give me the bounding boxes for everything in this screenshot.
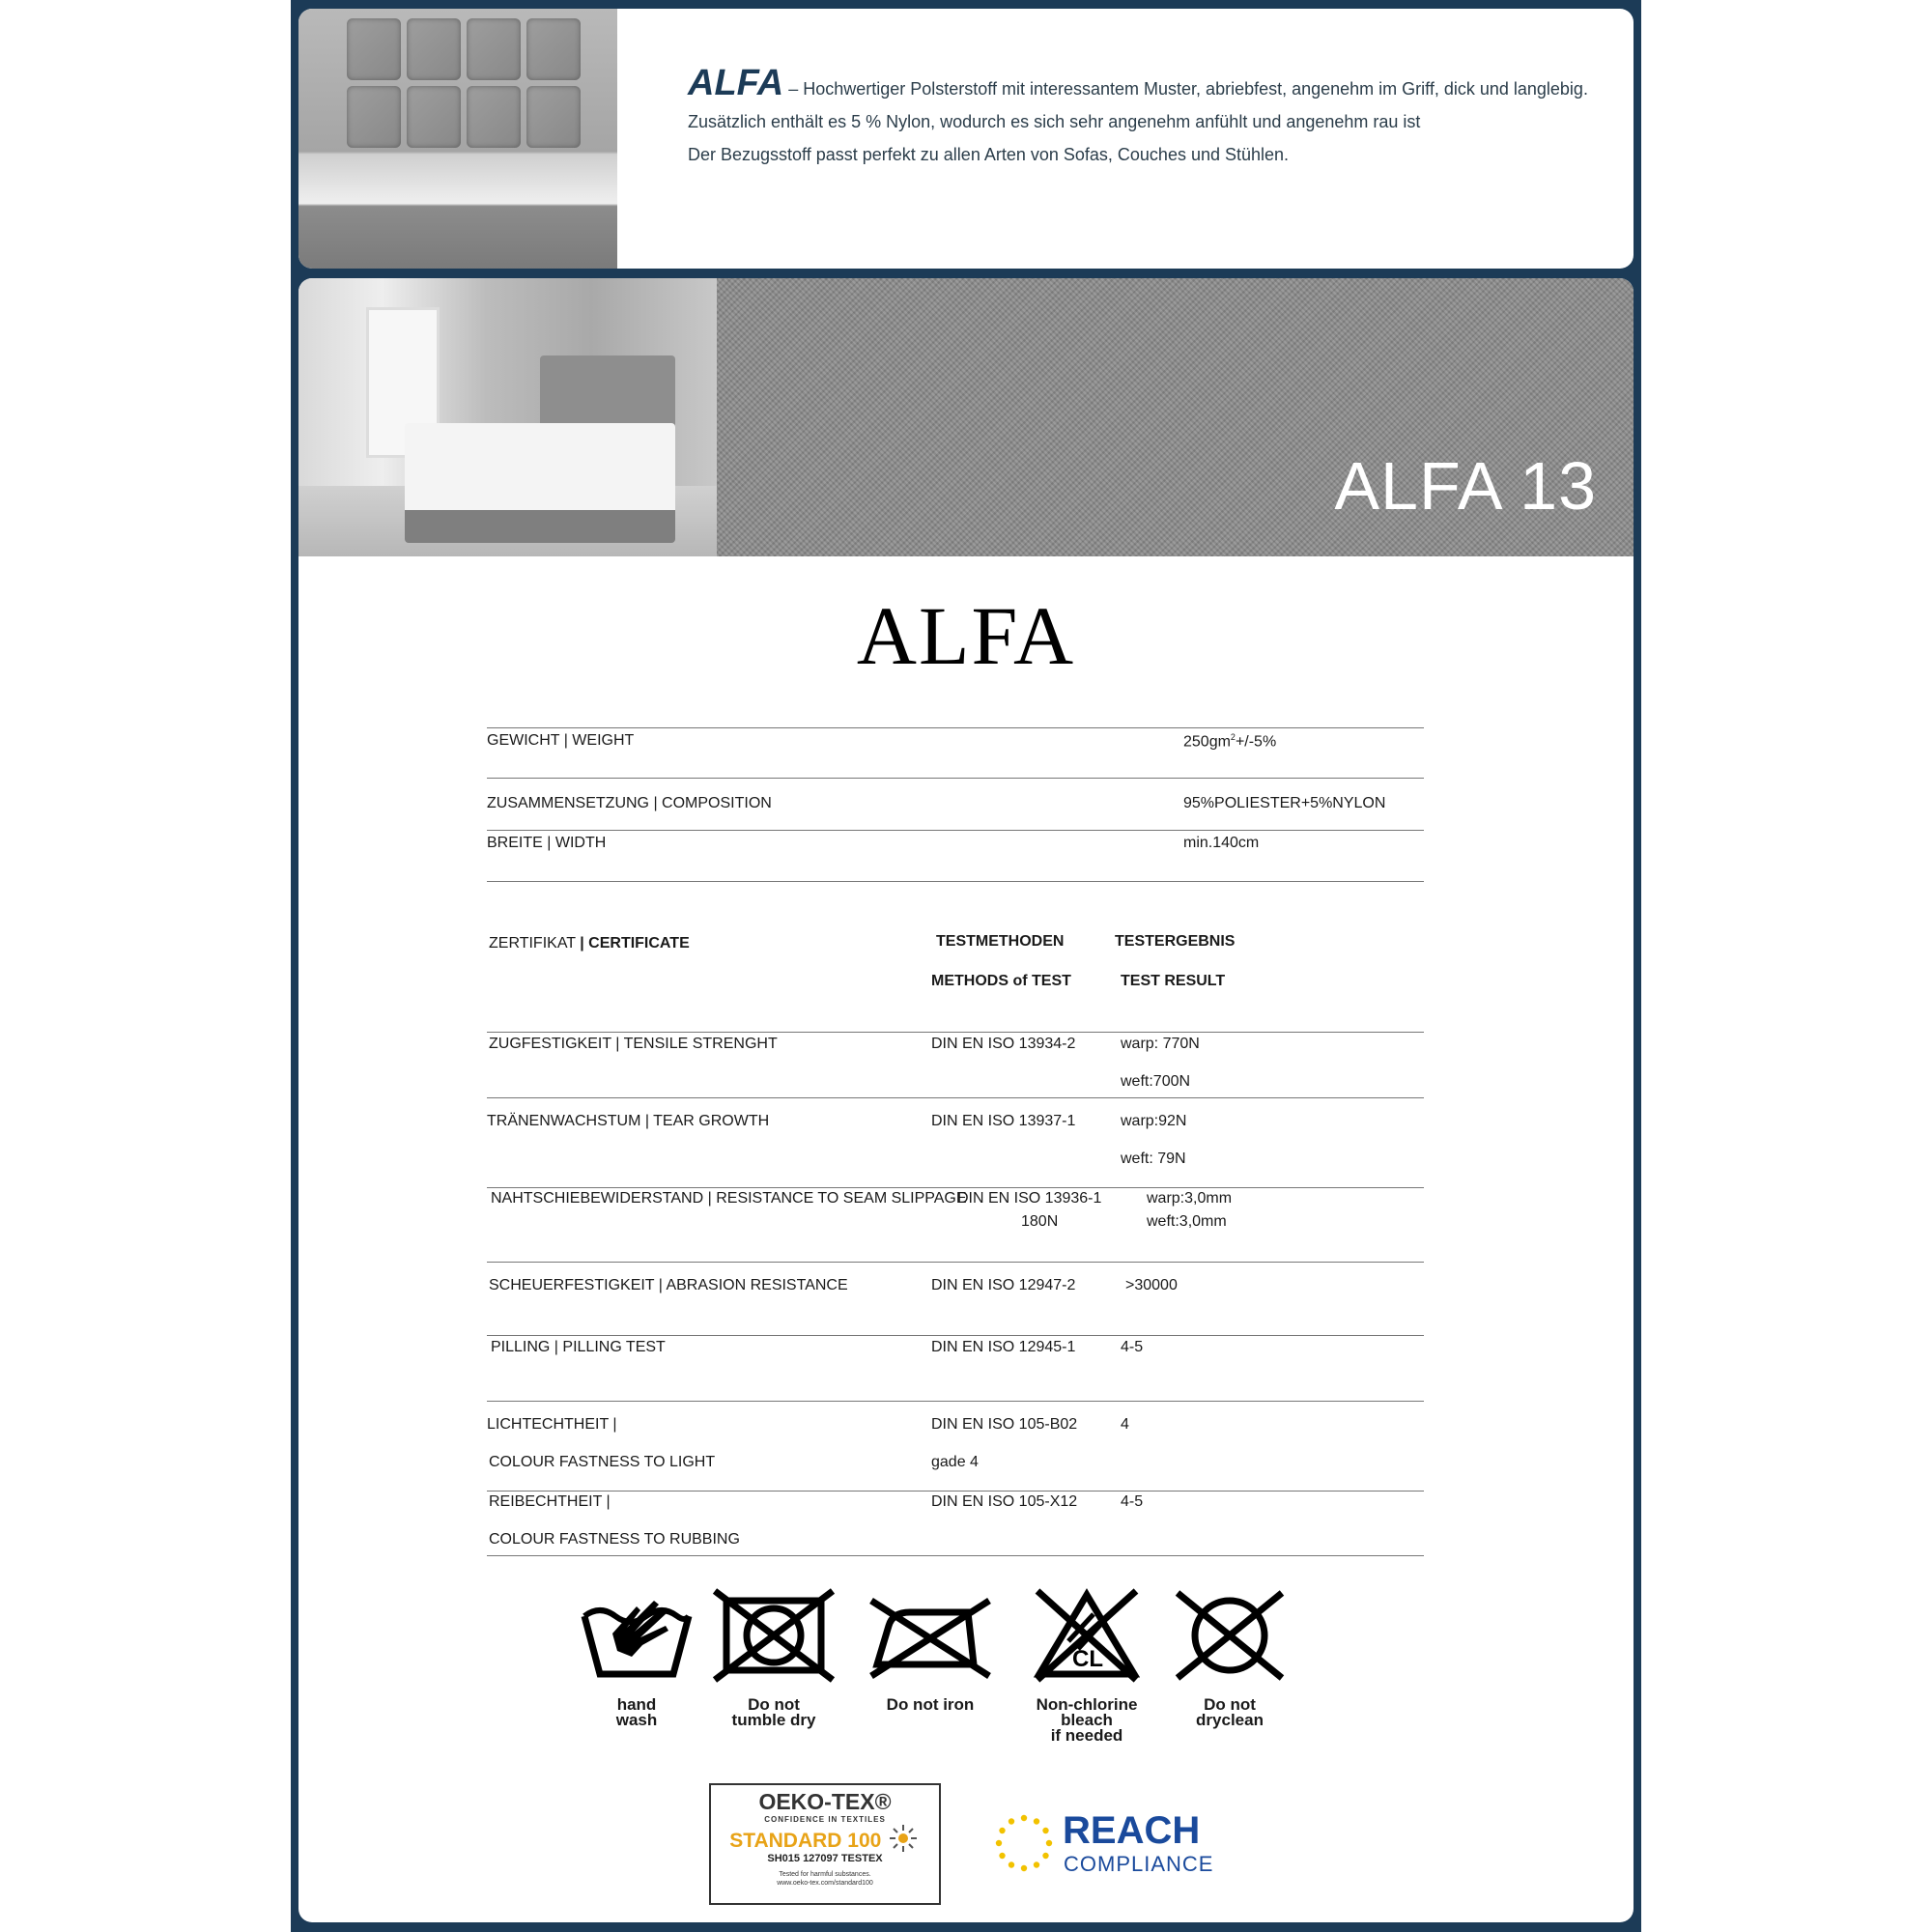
- test-row-label: LICHTECHTHEIT |: [487, 1416, 617, 1433]
- composition-label: ZUSAMMENSETZUNG | COMPOSITION: [487, 795, 772, 811]
- care-non-chlorine-bleach: [1019, 1587, 1154, 1744]
- test-row-result: 4-5: [1121, 1339, 1144, 1355]
- eu-stars-icon: [993, 1812, 1055, 1874]
- headboard-illustration: [347, 18, 588, 163]
- test-row-label-extra: COLOUR FASTNESS TO RUBBING: [489, 1531, 740, 1548]
- test-row-method: DIN EN ISO 105-B02: [931, 1416, 1078, 1433]
- reach-logo: [993, 1809, 1225, 1877]
- care-hand-wash: [569, 1587, 704, 1728]
- care-no-dryclean: [1162, 1587, 1297, 1728]
- oeko-url: www.oeko-tex.com/standard100: [777, 1880, 873, 1887]
- intro-text: [688, 63, 1615, 171]
- test-rule: [487, 1187, 1424, 1188]
- oeko-note: Tested for harmful substances.: [779, 1871, 871, 1878]
- oeko-number: SH015 127097 TESTEX: [767, 1853, 883, 1864]
- product-title: ALFA: [856, 589, 1076, 682]
- width-value: min.140cm: [1183, 835, 1260, 851]
- intro-line-3: Der Bezugsstoff passt perfekt zu allen Arten von Sofas, Couches und Stühlen.: [688, 145, 1290, 164]
- no-iron-icon: [867, 1587, 993, 1684]
- intro-line-1: – Hochwertiger Polsterstoff mit interessantem Muster, abriebfest, angenehm im Griff, dick und langlebig.: [783, 79, 1588, 99]
- test-row-result: 4: [1121, 1416, 1129, 1433]
- test-rule: [487, 1097, 1424, 1098]
- oeko-title: OEKO-TEX®: [758, 1789, 892, 1814]
- care-no-tumble-dry: [706, 1587, 841, 1728]
- intro-line-2: Zusätzlich enthält es 5 % Nylon, wodurch es sich sehr angenehm anfühlt und angenehm rau ist: [688, 112, 1421, 131]
- methods-header-de: TESTMETHODEN: [936, 933, 1065, 950]
- width-label: BREITE | WIDTH: [487, 835, 607, 851]
- test-rule: [487, 1491, 1424, 1492]
- care-label: Do not tumble dry: [731, 1695, 816, 1729]
- spec-sheet-panel: [298, 278, 1634, 1922]
- test-row-result: weft:700N: [1121, 1073, 1191, 1090]
- no-tumble-dry-icon: [711, 1587, 837, 1684]
- test-row-label: ZUGFESTIGKEIT | TENSILE STRENGHT: [489, 1036, 778, 1052]
- oeko-standard: STANDARD 100: [729, 1830, 882, 1852]
- weight-value: $250gm^2+/-5\%$: [1183, 732, 1277, 751]
- fabric-label: ALFA 13: [1334, 448, 1597, 524]
- room-bed: [405, 423, 675, 543]
- test-rule: [487, 1032, 1424, 1033]
- test-row-result: weft: 79N: [1121, 1151, 1186, 1167]
- intro-brand: ALFA: [688, 63, 784, 103]
- test-row-result: warp:92N: [1121, 1113, 1187, 1129]
- oeko-flower-icon: [886, 1824, 921, 1853]
- fabric-swatch: [717, 278, 1634, 556]
- test-row-label: REIBECHTHEIT |: [489, 1493, 611, 1510]
- bed-photo: [298, 9, 617, 269]
- test-row-method: DIN EN ISO 12945-1: [931, 1339, 1076, 1355]
- test-row-method-extra: gade 4: [931, 1454, 979, 1470]
- oeko-subtitle: CONFIDENCE IN TEXTILES: [764, 1815, 886, 1824]
- intro-panel: [298, 9, 1634, 269]
- care-no-iron: [863, 1587, 998, 1713]
- spec-rule: [487, 881, 1424, 882]
- non-chlorine-bleach-icon: [1034, 1587, 1140, 1684]
- room-photo: [298, 278, 717, 556]
- no-dryclean-icon: [1172, 1587, 1288, 1684]
- spec-rule: [487, 778, 1424, 779]
- result-header-de: TESTERGEBNIS: [1115, 933, 1236, 950]
- spec-rule: [487, 830, 1424, 831]
- test-row-method: DIN EN ISO 13934-2: [931, 1036, 1076, 1052]
- care-label: hand wash: [615, 1695, 658, 1729]
- oeko-tex-logo: [709, 1783, 941, 1905]
- test-rule: [487, 1555, 1424, 1556]
- test-row-method: DIN EN ISO 13936-1: [957, 1190, 1102, 1207]
- certificate-header: ZERTIFIKAT | CERTIFICATE: [489, 935, 690, 952]
- test-row-method-extra: 180N: [1021, 1213, 1059, 1230]
- care-label: Do not iron: [886, 1695, 975, 1714]
- test-row-label: SCHEUERFESTIGKEIT | ABRASION RESISTANCE: [489, 1277, 848, 1293]
- test-row-result: weft:3,0mm: [1147, 1213, 1227, 1230]
- reach-subtitle: COMPLIANCE: [1064, 1852, 1214, 1876]
- test-row-label: TRÄNENWACHSTUM | TEAR GROWTH: [487, 1113, 770, 1129]
- spec-rule: [487, 727, 1424, 728]
- hand-wash-icon: [579, 1587, 695, 1684]
- test-rule: [487, 1335, 1424, 1336]
- test-row-label: NAHTSCHIEBEWIDERSTAND | RESISTANCE TO SEAM SLIPPAGE: [491, 1190, 967, 1207]
- care-label: Do not dryclean: [1196, 1695, 1264, 1729]
- test-row-label-extra: COLOUR FASTNESS TO LIGHT: [489, 1454, 716, 1470]
- methods-header-en: METHODS of TEST: [931, 973, 1071, 989]
- reach-title: REACH: [1063, 1809, 1201, 1852]
- test-row-label: PILLING | PILLING TEST: [491, 1339, 666, 1355]
- test-row-result: warp: 770N: [1121, 1036, 1200, 1052]
- test-row-method: DIN EN ISO 12947-2: [931, 1277, 1076, 1293]
- care-label: Non-chlorine bleach if needed: [1036, 1695, 1138, 1745]
- test-row-result: >30000: [1125, 1277, 1178, 1293]
- svg-text:CL: CL: [1072, 1646, 1103, 1672]
- weight-label: GEWICHT | WEIGHT: [487, 732, 635, 749]
- result-header-en: TEST RESULT: [1121, 973, 1226, 989]
- test-rule: [487, 1401, 1424, 1402]
- test-row-result: 4-5: [1121, 1493, 1144, 1510]
- test-row-method: DIN EN ISO 13937-1: [931, 1113, 1076, 1129]
- test-row-result: warp:3,0mm: [1147, 1190, 1233, 1207]
- composition-value: 95%POLIESTER+5%NYLON: [1183, 795, 1386, 811]
- test-rule: [487, 1262, 1424, 1263]
- test-row-method: DIN EN ISO 105-X12: [931, 1493, 1078, 1510]
